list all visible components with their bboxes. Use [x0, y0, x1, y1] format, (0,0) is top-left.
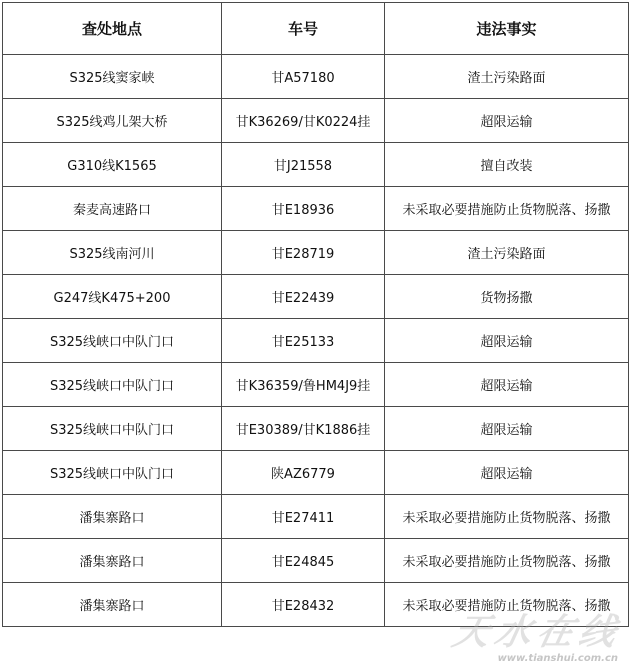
table-row — [3, 187, 629, 231]
cell-location: G310线K1565 — [3, 143, 222, 187]
cell-plate: 甘E28432 — [222, 583, 385, 627]
cell-violation: 未采取必要措施防止货物脱落、扬撒 — [385, 583, 629, 627]
header-plate: 车号 — [222, 3, 385, 55]
header-violation: 违法事实 — [385, 3, 629, 55]
cell-plate: 陕AZ6779 — [222, 451, 385, 495]
cell-location: G247线K475+200 — [3, 275, 222, 319]
cell-violation: 未采取必要措施防止货物脱落、扬撒 — [385, 187, 629, 231]
table-row — [3, 583, 629, 627]
cell-location: 潘集寨路口 — [3, 495, 222, 539]
cell-violation: 超限运输 — [385, 99, 629, 143]
table-row — [3, 407, 629, 451]
cell-violation: 未采取必要措施防止货物脱落、扬撒 — [385, 495, 629, 539]
cell-violation: 货物扬撒 — [385, 275, 629, 319]
table-row — [3, 319, 629, 363]
cell-violation: 超限运输 — [385, 319, 629, 363]
cell-violation: 渣土污染路面 — [385, 231, 629, 275]
table-row — [3, 495, 629, 539]
cell-location: S325线窦家峡 — [3, 55, 222, 99]
cell-plate: 甘E30389/甘K1886挂 — [222, 407, 385, 451]
cell-violation: 超限运输 — [385, 451, 629, 495]
table-row — [3, 99, 629, 143]
table-row — [3, 363, 629, 407]
cell-violation: 超限运输 — [385, 407, 629, 451]
table-row — [3, 143, 629, 187]
table-row — [3, 451, 629, 495]
cell-plate: 甘K36359/鲁HM4J9挂 — [222, 363, 385, 407]
cell-location: S325线峡口中队门口 — [3, 407, 222, 451]
cell-plate: 甘E27411 — [222, 495, 385, 539]
table-row — [3, 275, 629, 319]
cell-location: 秦麦高速路口 — [3, 187, 222, 231]
cell-location: S325线峡口中队门口 — [3, 319, 222, 363]
cell-plate: 甘E22439 — [222, 275, 385, 319]
cell-plate: 甘A57180 — [222, 55, 385, 99]
cell-plate: 甘E18936 — [222, 187, 385, 231]
watermark-url: www.tianshui.com.cn — [497, 653, 618, 664]
cell-plate: 甘J21558 — [222, 143, 385, 187]
header-location: 查处地点 — [3, 3, 222, 55]
cell-location: 潘集寨路口 — [3, 539, 222, 583]
cell-plate: 甘E25133 — [222, 319, 385, 363]
table-row — [3, 55, 629, 99]
cell-location: S325线南河川 — [3, 231, 222, 275]
cell-violation: 渣土污染路面 — [385, 55, 629, 99]
cell-violation: 超限运输 — [385, 363, 629, 407]
cell-location: S325线鸡儿架大桥 — [3, 99, 222, 143]
table-row — [3, 539, 629, 583]
cell-location: 潘集寨路口 — [3, 583, 222, 627]
cell-plate: 甘E28719 — [222, 231, 385, 275]
violation-table — [2, 2, 629, 627]
cell-location: S325线峡口中队门口 — [3, 363, 222, 407]
table-row — [3, 231, 629, 275]
cell-plate: 甘K36269/甘K0224挂 — [222, 99, 385, 143]
cell-location: S325线峡口中队门口 — [3, 451, 222, 495]
cell-plate: 甘E24845 — [222, 539, 385, 583]
cell-violation: 未采取必要措施防止货物脱落、扬撒 — [385, 539, 629, 583]
watermark-text: 天水在线 — [448, 611, 626, 653]
table-header-row — [3, 3, 629, 55]
cell-violation: 擅自改装 — [385, 143, 629, 187]
